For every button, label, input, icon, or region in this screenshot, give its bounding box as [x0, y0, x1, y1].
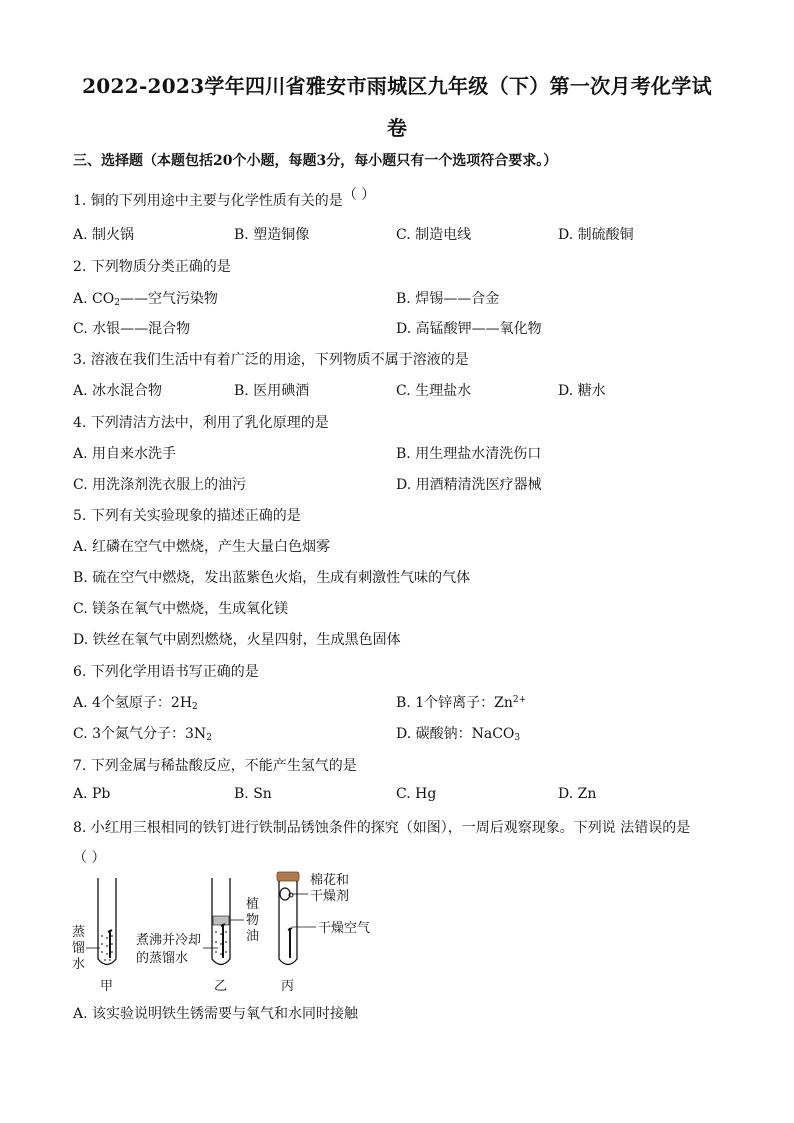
question-2-option-b: B. 焊锡——合金 — [396, 291, 500, 307]
question-5-option-b: B. 硫在空气中燃烧，发出蓝紫色火焰，生成有刺激性气味的气体 — [73, 570, 471, 586]
section-heading: 三、选择题（本题包括20个小题，每题3分，每小题只有一个选项符合要求。） — [73, 153, 558, 169]
question-1-stem — [73, 187, 376, 210]
label-veg-oil-3: 油 — [246, 929, 260, 944]
iron-nail-b — [221, 924, 225, 958]
question-2-option-a: A. $CO_2——$空气污染物 — [73, 291, 218, 308]
question-3-option-b: B. 医用碘酒 — [234, 383, 310, 399]
question-3-stem: 3. 溶液在我们生活中有着广泛的用途，下列物质不属于溶液的是 — [73, 352, 469, 368]
label-boiled-water-2: 的蒸馏水 — [136, 951, 189, 966]
label-veg-oil-2: 物 — [246, 913, 260, 928]
question-1-text: 1. 铜的下列用途中主要与化学性质有关的是 — [73, 193, 343, 209]
question-7-option-c: C. Hg — [396, 786, 437, 802]
question-8-paren: （ ） — [73, 850, 106, 866]
question-4-stem: 4. 下列清洁方法中，利用了乳化原理的是 — [73, 415, 329, 431]
question-2-option-d: D. 高锰酸钾——氧化物 — [396, 321, 542, 337]
question-2-stem: 2. 下列物质分类正确的是 — [73, 259, 231, 275]
vegetable-oil-layer — [213, 916, 229, 925]
question-7-option-d: D. Zn — [558, 786, 597, 802]
question-7-stem: 7. 下列金属与稀盐酸反应，不能产生氢气的是 — [73, 758, 357, 774]
question-6-option-d: D. 碳酸钠：NaCO$_3$ — [396, 726, 521, 743]
label-tube-a: 甲 — [100, 979, 114, 994]
question-3-option-c: C. 生理盐水 — [396, 383, 472, 399]
label-distilled-water-1: 蒸 — [72, 925, 86, 940]
question-1-option-a: A. 制火锅 — [73, 227, 135, 243]
question-4-option-c: C. 用洗涤剂洗衣服上的油污 — [73, 477, 247, 493]
stopper — [277, 872, 299, 881]
question-4-option-a: A. 用自来水洗手 — [73, 446, 177, 462]
question-8-stem: 8. 小红用三根相同的铁钉进行铁制品锈蚀条件的探究（如图），一周后观察现象。下列说 法错误的是 — [73, 820, 691, 836]
question-1-option-d: D. 制硫酸铜 — [558, 227, 634, 243]
label-cotton-2: 干燥剂 — [310, 889, 350, 904]
label-boiled-water-1: 煮沸并冷却 — [136, 933, 202, 948]
question-6-option-b: B. 1个锌离子：$Zn^{2+}$ — [396, 695, 527, 711]
question-2-option-c: C. 水银——混合物 — [73, 321, 191, 337]
question-7-option-b: B. Sn — [234, 786, 272, 802]
label-distilled-water-2: 馏 — [72, 941, 86, 956]
label-cotton-1: 棉花和 — [310, 873, 350, 888]
test-tube-c — [277, 872, 370, 994]
question-1-option-b: B. 塑造铜像 — [234, 227, 310, 243]
question-4-option-d: D. 用酒精清洗医疗器械 — [396, 477, 542, 493]
question-4-option-b: B. 用生理盐水清洗伤口 — [396, 446, 542, 462]
test-tube-b — [136, 878, 259, 994]
rust-experiment-figure — [70, 864, 400, 1004]
question-5-option-c: C. 镁条在氧气中燃烧，生成氧化镁 — [73, 601, 289, 617]
question-6-option-c: C. 3个氮气分子：$3N_2$ — [73, 726, 212, 743]
question-3-option-a: A. 冰水混合物 — [73, 383, 163, 399]
question-1-paren: （ ） — [342, 187, 376, 203]
question-3-option-d: D. 糖水 — [558, 383, 606, 399]
question-8-option-a: A. 该实验说明铁生锈需要与氧气和水同时接触 — [73, 1006, 359, 1022]
question-5-option-a: A. 红磷在空气中燃烧，产生大量白色烟雾 — [73, 539, 331, 555]
label-distilled-water-3: 水 — [72, 957, 86, 972]
cotton-desiccant — [280, 888, 290, 900]
label-dry-air: 干燥空气 — [318, 921, 371, 936]
page-title-line1: 2022-2023学年四川省雅安市雨城区九年级（下）第一次月考化学试 — [82, 74, 712, 98]
question-5-stem: 5. 下列有关实验现象的描述正确的是 — [73, 508, 301, 524]
question-5-option-d: D. 铁丝在氧气中剧烈燃烧，火星四射，生成黑色固体 — [73, 632, 401, 648]
test-tube-a — [72, 878, 116, 994]
label-veg-oil-1: 植 — [246, 897, 260, 912]
label-tube-c: 丙 — [281, 979, 295, 994]
iron-nail-c — [288, 928, 292, 958]
label-tube-b: 乙 — [214, 979, 228, 994]
water-dots-a — [101, 935, 113, 961]
question-6-stem: 6. 下列化学用语书写正确的是 — [73, 664, 259, 680]
water-dots-b — [215, 931, 227, 955]
question-1-option-c: C. 制造电线 — [396, 227, 472, 243]
question-6-option-a: A. 4个氢原子：$2H_2$ — [73, 695, 198, 712]
page-title-line2: 卷 — [386, 116, 408, 140]
question-7-option-a: A. Pb — [73, 786, 111, 802]
